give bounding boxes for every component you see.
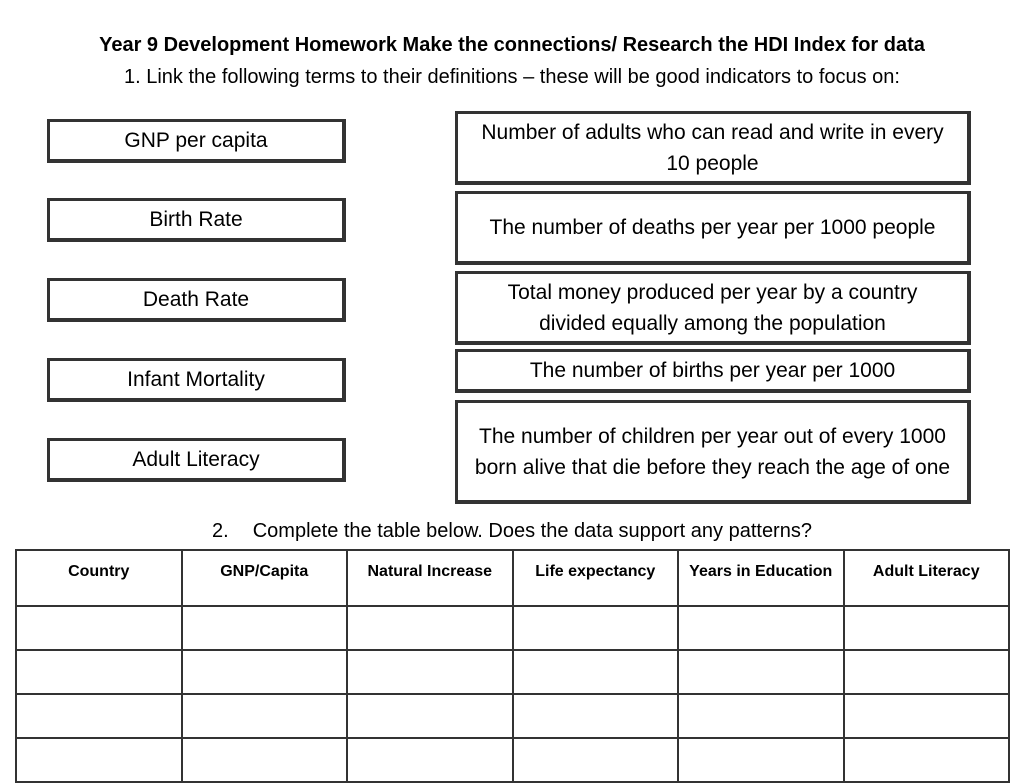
question-1-instruction: 1. Link the following terms to their definitions – these will be good indicators to focus on: <box>124 66 900 88</box>
term-adult-literacy[interactable]: Adult Literacy <box>47 438 346 482</box>
definition-deaths[interactable]: The number of deaths per year per 1000 people <box>455 191 971 265</box>
table-row <box>16 738 1009 782</box>
table-cell[interactable] <box>16 694 182 738</box>
definition-gnp[interactable]: Total money produced per year by a country divided equally among the population <box>455 271 971 345</box>
table-cell[interactable] <box>844 694 1010 738</box>
header-life-expectancy: Life expectancy <box>513 550 679 606</box>
table-cell[interactable] <box>678 738 844 782</box>
table-cell[interactable] <box>347 650 513 694</box>
table-cell[interactable] <box>182 738 348 782</box>
definition-literacy[interactable]: Number of adults who can read and write in every 10 people <box>455 111 971 185</box>
question-2-text: Complete the table below. Does the data support any patterns? <box>252 520 812 542</box>
header-natural-increase: Natural Increase <box>347 550 513 606</box>
definition-births[interactable]: The number of births per year per 1000 <box>455 349 971 393</box>
table-cell[interactable] <box>513 738 679 782</box>
data-table <box>15 549 1010 783</box>
table-row <box>16 606 1009 650</box>
table-cell[interactable] <box>844 650 1010 694</box>
table-cell[interactable] <box>678 694 844 738</box>
question-2 <box>0 520 1024 543</box>
table-cell[interactable] <box>513 606 679 650</box>
table-cell[interactable] <box>182 606 348 650</box>
table-cell[interactable] <box>678 650 844 694</box>
term-death-rate[interactable]: Death Rate <box>47 278 346 322</box>
question-2-number: 2. <box>212 520 229 542</box>
table-row <box>16 650 1009 694</box>
table-cell[interactable] <box>16 650 182 694</box>
table-cell[interactable] <box>182 650 348 694</box>
table-cell[interactable] <box>678 606 844 650</box>
table-cell[interactable] <box>16 738 182 782</box>
table-cell[interactable] <box>16 606 182 650</box>
header-years-in-education: Years in Education <box>678 550 844 606</box>
worksheet-title: Year 9 Development Homework Make the connections/ Research the HDI Index for data <box>99 34 925 56</box>
table-cell[interactable] <box>844 738 1010 782</box>
table-cell[interactable] <box>513 694 679 738</box>
term-infant-mortality[interactable]: Infant Mortality <box>47 358 346 402</box>
header-adult-literacy: Adult Literacy <box>844 550 1010 606</box>
term-gnp-per-capita[interactable]: GNP per capita <box>47 119 346 163</box>
header-country: Country <box>16 550 182 606</box>
table-cell[interactable] <box>844 606 1010 650</box>
table-cell[interactable] <box>347 606 513 650</box>
term-birth-rate[interactable]: Birth Rate <box>47 198 346 242</box>
table-cell[interactable] <box>513 650 679 694</box>
definition-infant-mortality[interactable]: The number of children per year out of every 1000 born alive that die before they reach the age of one <box>455 400 971 504</box>
table-cell[interactable] <box>182 694 348 738</box>
table-cell[interactable] <box>347 738 513 782</box>
table-cell[interactable] <box>347 694 513 738</box>
table-header-row <box>16 550 1009 606</box>
table-row <box>16 694 1009 738</box>
header-gnp-capita: GNP/Capita <box>182 550 348 606</box>
